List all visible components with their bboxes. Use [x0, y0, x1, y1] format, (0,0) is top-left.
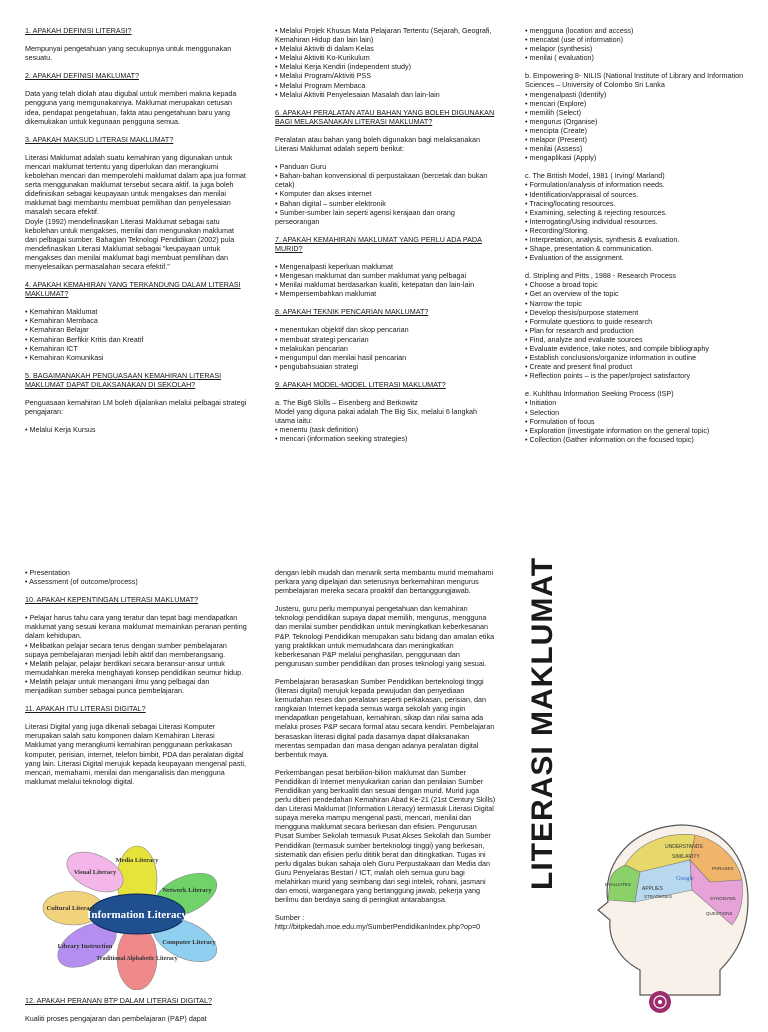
list-item: • Evaluation of the assignment.	[525, 253, 624, 263]
list-item: • Mempersembahkan maklumat	[275, 289, 377, 299]
column-3	[525, 26, 747, 453]
list-item: • Kemahiran ICT	[25, 343, 78, 353]
list-item: • Melalui Aktiviti Ko-Kurikulum	[275, 53, 370, 63]
list-item: • mencatat (use of information)	[525, 35, 623, 45]
head-word: EVALUATES	[605, 882, 631, 887]
list-item: • Kemahiran Maklumat	[25, 307, 98, 317]
head-word: PHRASES	[712, 866, 734, 871]
list-item: • Establish conclusions/organize information in outline	[525, 353, 697, 363]
list-item: • mengaplikasi (Apply)	[525, 153, 597, 163]
list-item: • Get an overview of the topic	[525, 289, 619, 299]
list-item: • Formulation/analysis of information needs.	[525, 180, 665, 190]
list-isp	[525, 398, 747, 443]
list-item: • Melalui Projek Khusus Mata Pelajaran Tertentu (Sejarah, Geografi, Kemahiran Hidup dan lain lain)	[275, 26, 492, 45]
list-item: • menentu (task definition)	[275, 425, 359, 435]
list-item: • Pelajar harus tahu cara yang teratur dan tepat bagi mendapatkan maklumat yang sesuai kerana maklumat memainkan peranan penting dalam kehidupan.	[25, 613, 247, 641]
petal-label: Traditional Alphabetic Literacy	[96, 956, 178, 962]
information-literacy-flower	[35, 840, 240, 990]
list-item: • menilai ( evaluation)	[525, 53, 594, 63]
list-item: • Melalui Aktiviti Penyelesaian Masalah dan lain-lain	[275, 89, 440, 99]
heading-2: 2. APAKAH DEFINISI MAKLUMAT?	[25, 71, 139, 81]
paragraph: Data yang telah diolah atau digubal untuk memberi makna kepada pengguna yang memgunakannya. Maklumat merupakan cetusan idea, pendapat pengetahuan, fakta atau pengetahuan baru yang dikemukakan untuk kegunaan pengguna semua.	[25, 89, 237, 126]
paragraph: Perkembangan pesat berbilion-bilion maklumat dan Sumber Pendidikan di Internet menyukarkan carian dan penilaian Sumber Pendidikan yang berkualiti dan sesuai dengan murid. Murid juga perlu diberi pendedahan Kemahiran Abad Ke-21 (21st Century Skills) dan Literasi Maklumat (Information Literacy) termasuk Literasi Digital supaya mereka mampu mengenal pasti, mencari, menilai dan mengguna maklumat secara berkesan dan efisien. Pengurusan Pusat Sumber Sekolah termasuk Pusat Akses Sekolah dan Sumber Pendidikan (termasuk sumber berteknologi tinggi) yang berkesan, sistematik dan efisien perlu dititik berat dan ditingkatkan. Tugas ini perlu digalas bukan sahaja oleh Guru Perpustakaan dan Media dan Guru Penyelaras Bestari / ICT, malah oleh semua guru bagi melahirkan murid yang seimbang dari segi intelek, rohani, jasmani dan emosi, warganegara yang bertanggung jawab, pekerja yang berilmu dan berdaya saing di peringkat antarabangsa.	[275, 767, 496, 905]
list-item: • Sumber-sumber lain seperti agensi kerajaan dan orang perseorangan	[275, 207, 455, 226]
logo-dot	[658, 1000, 662, 1004]
list-item: • Bahan digital – sumber elektronik	[275, 198, 386, 208]
list-item: • Plan for research and production	[525, 325, 634, 335]
list-item: • melapor (Present)	[525, 135, 588, 145]
paragraph: Justeru, guru perlu mempunyai pengetahuan dan kemahiran teknologi pendidikan supaya dapat memilih, mengurus, mengguna dan menilai sumber pendidikan untuk meningkatkan keberkesanan P&P. Teknologi Pendidikan merupakan satu bidang dan amalan etika yang praktikkan untuk memudahcara dan meningkatkan keberkesanan P&P melalui penghasilan, penggunaan dan pengurusan sumber pendidikan dan proses teknologi yang sesuai.	[275, 604, 495, 668]
petal-label: Network Literacy	[162, 887, 212, 894]
list-strategies	[25, 425, 247, 434]
section-12	[25, 996, 247, 1032]
list-isp-cont	[25, 568, 247, 586]
heading-3: 3. APAKAH MAKSUD LITERASI MAKLUMAT?	[25, 134, 174, 144]
list-item: • mengenalpasti (Identify)	[525, 89, 607, 99]
list-materials	[275, 162, 497, 226]
head-word: STRATEGIES	[644, 894, 673, 899]
list-item: • mencari (Explore)	[525, 98, 587, 108]
model-title: c. The British Model, 1981 ( Irving/ Marland)	[525, 171, 665, 181]
list-item: • mengumpul dan menilai hasil pencarian	[275, 352, 407, 362]
list-big6	[275, 425, 497, 443]
list-item: • Melatih pelajar untuk menangani ilmu yang pelbagai dan menjadikan sumber sebagai punca pembelajaran.	[25, 676, 210, 696]
list-item: • melapor (synthesis)	[525, 44, 593, 54]
list-item: • mencari (information seeking strategies)	[275, 434, 408, 444]
list-item: • Assessment (of outcome/process)	[25, 577, 138, 587]
head-word: UNDERSTANDS	[665, 844, 703, 850]
list-item: • Initiation	[525, 398, 557, 408]
list-item: • Panduan Guru	[275, 162, 327, 172]
paragraph: Literasi Maklumat adalah suatu kemahiran yang digunakan untuk mencari maklumat tertentu yang diperlukan dan merangkumi kebolehan mencari dan memperolehi maklumat dalam apa jua format serta menggunakan maklumat tersebut secara aktif. Ia juga boleh didefinisikan sebagai keupayaan untuk mengakses dan menilai maklumat bagi membantu membuat pemilihan dan penyelesaian masalah secara efektif.	[25, 152, 246, 217]
column-1	[25, 26, 247, 443]
list-item: • melakukan pencarian	[275, 343, 348, 353]
list-item: • Collection (Gather information on the focused topic)	[525, 434, 694, 444]
list-empowering8	[525, 90, 747, 163]
list-item: • mengurus (Organise)	[525, 116, 598, 126]
list-item: • Recording/Storing.	[525, 225, 590, 235]
petal-label: Media Literacy	[115, 857, 159, 864]
paragraph: Penguasaan kemahiran LM boleh dijalankan melalui pelbagai strategi pengajaran:	[25, 398, 247, 417]
source-label: Sumber :	[275, 913, 305, 923]
list-item: • Melatih pelajar, pelajar berdikari secara beransur-ansur untuk memudahkan mereka menghayati konsep pendidikan seumur hidup.	[25, 658, 244, 677]
list-item: • Create and present final product	[525, 362, 633, 372]
petal-label: Library Instruction	[57, 943, 113, 950]
heading-11: 11. APAKAH ITU LITERASI DIGITAL?	[25, 704, 146, 714]
list-student-skills	[275, 262, 497, 298]
heading-1: 1. APAKAH DEFINISI LITERASI?	[25, 26, 132, 35]
head-word: APPLIES	[642, 886, 663, 892]
petal-label: Visual Literacy	[73, 869, 117, 876]
flower-center-label: Information Literacy	[87, 909, 187, 921]
list-item: • Melalui Kerja Kursus	[25, 425, 96, 435]
cover-title-wrap	[526, 556, 559, 890]
list-item: • menilai (Assess)	[525, 144, 583, 154]
paragraph: Mempunyai pengetahuan yang secukupnya untuk menggunakan sesuatu.	[25, 44, 232, 63]
list-item: • Kemahiran Belajar	[25, 325, 89, 335]
heading-4: 4. APAKAH KEMAHIRAN YANG TERKANDUNG DALAM LITERASI MAKLUMAT?	[25, 280, 241, 299]
list-item: • Kemahiran Komunikasi	[25, 352, 104, 362]
list-item: • Melalui Aktiviti di dalam Kelas	[275, 44, 374, 54]
model-title: e. Kuhlthau Information Seeking Process (ISP)	[525, 389, 674, 399]
list-strategies-cont	[275, 26, 497, 99]
paragraph: a. The Big6 Skills – Eisenberg and Berkowitz	[275, 398, 418, 407]
cover-title: LITERASI MAKLUMAT	[526, 556, 559, 890]
list-importance	[25, 613, 247, 695]
paragraph: Model yang diguna pakai adalah The Big Six, melalui 6 langkah utama iaitu:	[275, 407, 478, 426]
paragraph: Kualiti proses pengajaran dan pembelajaran (P&P) dapat	[25, 1014, 207, 1024]
list-skills	[25, 307, 247, 362]
paragraph: Doyle (1992) mendefinasikan Literasi Maklumat sebagai satu kebolehan untuk mengakses, menilai dan mengunakan maklumat dari pelbagai sumber. Bahagian Teknologi Pendidikan (2002) pula mendefinasikan Literasi Maklumat sebagai "keupayaan untuk mengakses dan menilai maklumat bagi membuat pemilihan dan menyelesaikan permasalahan secara efektif."	[25, 216, 235, 271]
heading-10: 10. APAKAH KEPENTINGAN LITERASI MAKLUMAT?	[25, 595, 199, 605]
list-item: • Formulate questions to guide research	[525, 316, 653, 326]
list-item: • Exploration (investigate information on the general topic)	[525, 425, 710, 435]
heading-6: 6. APAKAH PERALATAN ATAU BAHAN YANG BOLEH DIGUNAKAN BAGI MELAKSANAKAN LITERASI MAKLUMAT?	[275, 107, 495, 126]
paragraph: Peralatan atau bahan yang boleh digunakan bagi melaksanakan Literasi Maklumat adalah seperti berikut:	[275, 134, 481, 154]
list-british-model	[525, 180, 747, 262]
list-item: • Reflection points – is the paper/project satisfactory	[525, 371, 691, 381]
list-item: • Choose a broad topic	[525, 280, 598, 290]
list-item: • Narrow the topic	[525, 298, 582, 308]
list-item: • Menilai maklumat berdasarkan kualiti, ketepatan dan lain-lain	[275, 280, 475, 290]
column-5	[275, 568, 497, 931]
list-item: • memilih (Select)	[525, 107, 582, 117]
heading-7: 7. APAKAH KEMAHIRAN MAKLUMAT YANG PERLU ADA PADA MURID?	[275, 234, 482, 253]
list-item: • Melalui Program/Aktiviti PSS	[275, 71, 371, 81]
model-title: b. Empowering 8- NILIS (National Institute of Library and Information Sciences – University of Colombo Sri Lanka	[525, 71, 744, 90]
model-title: d. Stripling and Pitts , 1988 - Research Process	[525, 271, 677, 281]
list-item: • Melalui Program Membaca	[275, 80, 366, 90]
list-item: • Melalui Kerja Kendiri (independent study)	[275, 62, 411, 72]
list-item: • Mengenalpasti keperluan maklumat	[275, 261, 393, 271]
list-item: • mengguna (location and access)	[525, 26, 634, 35]
list-item: • Kemahiran Membaca	[25, 316, 98, 326]
list-item: • Presentation	[25, 568, 70, 577]
list-item: • membuat strategi pencarian	[275, 334, 369, 344]
column-2	[275, 26, 497, 452]
list-item: • Selection	[525, 407, 560, 417]
list-item: • Kemahiran Berfikir Kritis dan Kreatif	[25, 334, 144, 344]
list-item: • Develop thesis/purpose statement	[525, 307, 639, 317]
paragraph: dengan lebih mudah dan menarik serta membantu murid memahami perkara yang dipelajari dan seterusnya berkemahiran mengurus pembelajaran mereka secara proaktif dan bertanggungjawab.	[275, 568, 494, 596]
list-big6-cont	[525, 26, 747, 62]
paragraph: Pembelajaran berasaskan Sumber Pendidikan berteknologi tinggi (literasi digital) merujuk kepada pewujudan dan penyediaan kemudahan reses dan peralatan seperti perkakasan, perisian, dan rangkaian Internet kepada semua warga sekolah yang ingin mendapatkan pengetahuan, kemahiran, sikap dan nilai sama ada melalui proses P&P secara formal atau secara kendiri. Pembelajaran berasaskan literasi digital pada dasarnya dapat dilaksanakan merentas sempadan dan masa dengan adanya peralatan digital berbentuk maya.	[275, 676, 495, 759]
column-4	[25, 568, 247, 795]
head-word: Google	[676, 876, 694, 882]
list-item: • Melibatkan pelajar secara terus dengan sumber pembelajaran supaya pembelajaran menjadi lebih aktif dan memberangsang.	[25, 640, 227, 659]
list-item: • Mengesan maklumat dan sumber maklumat yang pelbagai	[275, 271, 467, 281]
heading-9: 9. APAKAH MODEL-MODEL LITERASI MAKLUMAT?	[275, 379, 446, 389]
head-word: SYNONYMS	[710, 896, 736, 901]
list-item: • Shape, presentation & communication.	[525, 244, 653, 254]
list-item: • Identification/appraisal of sources.	[525, 189, 639, 199]
list-item: • mencipta (Create)	[525, 125, 588, 135]
list-item: • Bahan-bahan konvensional di perpustakaan (bercetak dan bukan cetak)	[275, 171, 488, 190]
list-item: • Interrogating/Using individual resources.	[525, 216, 658, 226]
head-illustration	[580, 810, 750, 1000]
head-word: QUESTIONS	[706, 911, 733, 916]
list-item: • menentukan objektif dan skop pencarian	[275, 325, 409, 335]
list-item: • Tracing/locating resources.	[525, 198, 616, 208]
petal-label: Cultural Literacy	[46, 905, 96, 912]
list-item: • Examining, selecting & rejecting resources.	[525, 207, 667, 217]
head-word: SIMILARITY	[672, 854, 700, 860]
paragraph: Literasi Digital yang juga dikenali sebagai Literasi Komputer merupakan salah satu komponen dalam Kemahiran Literasi Maklumat yang merangkumi kemahiran penggunaan perkakasan komputer, perisian, internet, telefon bimbit, PDA dan peralatan digital yang lain. Literasi Digital merujuk kepada keupayaan mengenal pasti, mencari, memahami, menilai dan menganalisis dan mengguna maklumat melalui teknologi digital.	[25, 722, 246, 786]
source-link[interactable]: http://bitpkedah.moe.edu.my/SumberPendidikanIndex.php?op=0	[275, 922, 481, 932]
list-item: • Evaluate evidence, take notes, and compile bibliography	[525, 344, 709, 353]
heading-12: 12. APAKAH PERANAN BTP DALAM LITERASI DIGITAL?	[25, 996, 212, 1005]
list-search-techniques	[275, 325, 497, 370]
petal-label: Computer Literacy	[162, 939, 216, 946]
heading-8: 8. APAKAH TEKNIK PENCARIAN MAKLUMAT?	[275, 307, 429, 317]
list-item: • Formulation of focus	[525, 416, 595, 426]
list-item: • Komputer dan akses internet	[275, 189, 372, 199]
heading-5: 5. BAGAIMANAKAH PENGUASAAN KEMAHIRAN LITERASI MAKLUMAT DAPAT DILAKSANAKAN DI SEKOLAH?	[25, 370, 222, 389]
list-item: • Interpretation, analysis, synthesis & evaluation.	[525, 234, 680, 244]
list-research-process	[525, 280, 747, 380]
list-item: • pengubahsuaian strategi	[275, 361, 359, 371]
flower-logo-icon	[648, 990, 672, 1014]
list-item: • Find, analyze and evaluate sources	[525, 334, 643, 344]
